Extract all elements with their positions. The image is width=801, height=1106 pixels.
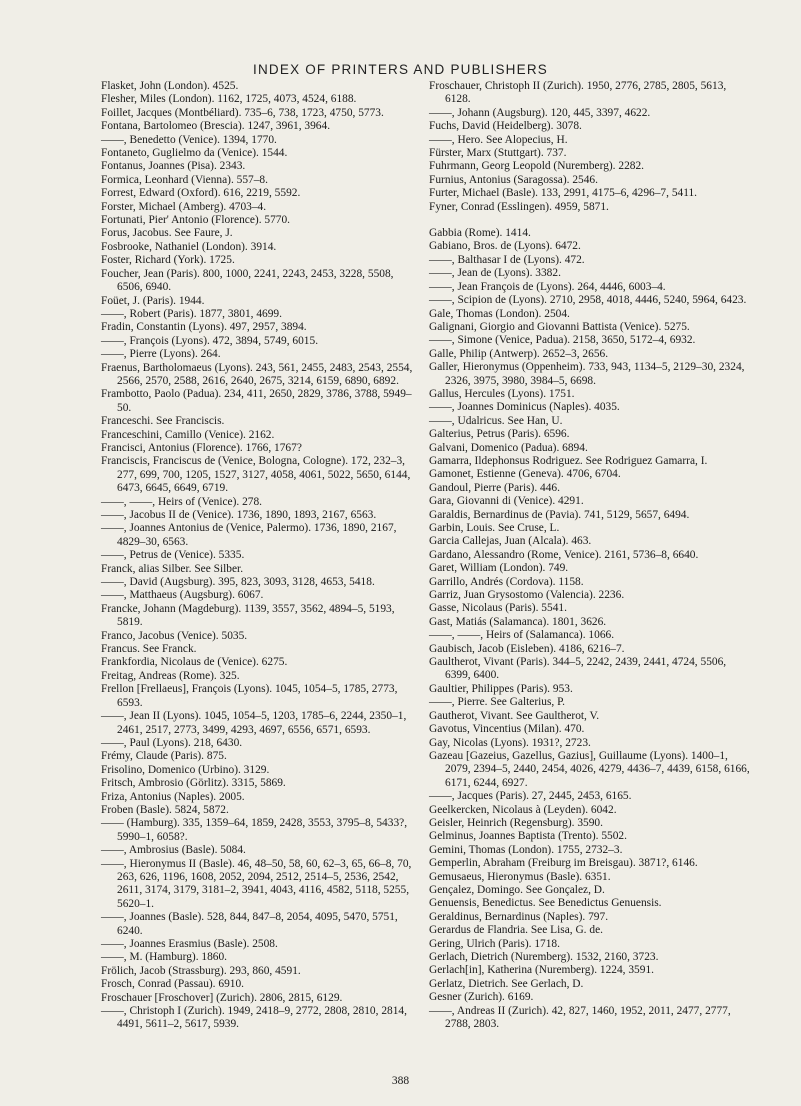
index-entry: Geraldinus, Bernardinus (Naples). 797. xyxy=(429,910,609,923)
index-entry: Francus. See Franck. xyxy=(101,643,197,656)
index-entry: Furter, Michael (Basle). 133, 2991, 4175–6, 4296–7, 5411. xyxy=(429,187,698,200)
index-entry: Fritsch, Ambrosio (Görlitz). 3315, 5869. xyxy=(101,777,286,790)
index-entry: Fortunati, Pier' Antonio (Florence). 5770. xyxy=(101,214,291,227)
index-entry: Gautherot, Vivant. See Gaultherot, V. xyxy=(429,709,600,722)
index-entry: ——, ——, Heirs of (Venice). 278. xyxy=(101,495,263,508)
index-entry: Formica, Leonhard (Vienna). 557–8. xyxy=(101,173,268,186)
index-entry: ——, Hieronymus II (Basle). 46, 48–50, 58, 60, 62–3, 65, 66–8, 70, 263, 626, 1196, 1608, 2052, 2094, 2512, 2514–5, 2536, 2542, 2611, 3174, 3179, 3181–2, 3941, 4043, 4116, 4582, 5118, 5255, 5620–1. xyxy=(101,857,412,910)
index-entry: Foüet, J. (Paris). 1944. xyxy=(101,294,205,307)
index-entry: Fyner, Conrad (Esslingen). 4959, 5871. xyxy=(429,200,609,213)
index-entry: Gazeau [Gazeius, Gazellus, Gazius], Guillaume (Lyons). 1400–1, 2079, 2394–5, 2440, 2454, 4026, 4279, 4436–7, 4439, 6158, 6166, 6171, 6244, 6927. xyxy=(429,749,750,789)
index-entry: ——, Jacques (Paris). 27, 2445, 2453, 6165. xyxy=(429,790,632,803)
index-entry: ——, ——, Heirs of (Salamanca). 1066. xyxy=(429,629,615,642)
index-entry: Frellon [Frellaeus], François (Lyons). 1045, 1054–5, 1785, 2773, 6593. xyxy=(101,683,398,709)
index-entry: Genuensis, Benedictus. See Benedictus Genuensis. xyxy=(429,897,662,910)
index-entry: Franceschini, Camillo (Venice). 2162. xyxy=(101,428,275,441)
index-entry: Gabiano, Bros. de (Lyons). 6472. xyxy=(429,240,581,253)
index-entry: ——, Petrus de (Venice). 5335. xyxy=(101,549,245,562)
index-entry: Gelminus, Joannes Baptista (Trento). 5502. xyxy=(429,830,627,843)
section-gap xyxy=(429,214,751,227)
index-entry: Geisler, Heinrich (Regensburg). 3590. xyxy=(429,816,603,829)
index-entry: Franciscis, Franciscus de (Venice, Bologna, Cologne). 172, 232–3, 277, 699, 700, 1205, 1527, 3127, 4058, 4061, 5022, 5650, 6144, 6473, 6645, 6649, 6719. xyxy=(101,455,411,495)
index-entry: ——, Scipion de (Lyons). 2710, 2958, 4018, 4446, 5240, 5964, 6423. xyxy=(429,294,747,307)
index-entry: Gerlach[in], Katherina (Nuremberg). 1224, 3591. xyxy=(429,964,654,977)
index-entry: ——, Joannes Dominicus (Naples). 4035. xyxy=(429,401,620,414)
index-entry: ——, Joannes Erasmius (Basle). 2508. xyxy=(101,938,278,950)
index-entry: Gençalez, Domingo. See Gonçalez, D. xyxy=(429,883,605,896)
index-entry: ——, Jacobus II de (Venice). 1736, 1890, 1893, 2167, 6563. xyxy=(101,509,377,521)
index-entry: Francisci, Antonius (Florence). 1766, 1767? xyxy=(101,441,302,454)
index-entry: Garbin, Louis. See Cruse, L. xyxy=(429,522,560,534)
index-entry: Galterius, Petrus (Paris). 6596. xyxy=(429,428,570,441)
index-entry: Foillet, Jacques (Montbéliard). 735–6, 738, 1723, 4750, 5773. xyxy=(101,106,384,119)
index-entry: Garriz, Juan Grysostomo (Valencia). 2236. xyxy=(429,589,625,602)
index-entry: Frankfordia, Nicolaus de (Venice). 6275. xyxy=(101,656,288,669)
index-entry: Gardano, Alessandro (Rome, Venice). 2161, 5736–8, 6640. xyxy=(429,548,699,561)
right-column xyxy=(429,80,751,1031)
index-entry: ——, Jean François de (Lyons). 264, 4446, 6003–4. xyxy=(429,280,666,293)
index-entry: Frisolino, Domenico (Urbino). 3129. xyxy=(101,763,270,776)
index-entry: Fuchs, David (Heidelberg). 3078. xyxy=(429,120,582,133)
index-entry: Francke, Johann (Magdeburg). 1139, 3557, 3562, 4894–5, 5193, 5819. xyxy=(101,602,395,629)
index-entry: Fosbrooke, Nathaniel (London). 3914. xyxy=(101,240,277,253)
index-entry: Franco, Jacobus (Venice). 5035. xyxy=(101,629,248,642)
index-entry: Freitag, Andreas (Rome). 325. xyxy=(101,669,240,682)
index-entry: Froschauer [Froschover] (Zurich). 2806, 2815, 6129. xyxy=(101,991,343,1004)
index-entry: ——, Robert (Paris). 1877, 3801, 4699. xyxy=(101,307,282,320)
index-entry: ——, Simone (Venice, Padua). 2158, 3650, 5172–4, 6932. xyxy=(429,334,696,347)
index-entry: ——, Paul (Lyons). 218, 6430. xyxy=(101,736,243,749)
index-entry: Gasse, Nicolaus (Paris). 5541. xyxy=(429,602,567,615)
index-entry: Gesner (Zurich). 6169. xyxy=(429,991,534,1004)
index-entry: ——, Balthasar I de (Lyons). 472. xyxy=(429,253,585,266)
index-entry: ——, Jean II (Lyons). 1045, 1054–5, 1203, 1785–6, 2244, 2350–1, 2461, 2517, 2773, 3499, 4293, 4697, 6556, 6571, 6593. xyxy=(101,710,407,736)
index-entry: Gaultherot, Vivant (Paris). 344–5, 2242, 2439, 2441, 4724, 5506, 6399, 6400. xyxy=(429,656,727,682)
index-entry: Gemusaeus, Hieronymus (Basle). 6351. xyxy=(429,870,611,883)
index-entry: ——, Joannes Antonius de (Venice, Palermo). 1736, 1890, 2167, 4829–30, 6563. xyxy=(101,522,397,548)
index-entry: Fontaneto, Guglielmo da (Venice). 1544. xyxy=(101,147,288,160)
index-entry: ——, Hero. See Alopecius, H. xyxy=(429,133,568,146)
index-entry: ——, Joannes (Basle). 528, 844, 847–8, 2054, 4095, 5470, 5751, 6240. xyxy=(101,911,398,937)
index-entry: Flesher, Miles (London). 1162, 1725, 4073, 4524, 6188. xyxy=(101,93,357,106)
index-entry: Galvani, Domenico (Padua). 6894. xyxy=(429,441,588,454)
index-entry: Foucher, Jean (Paris). 800, 1000, 2241, 2243, 2453, 3228, 5508, 6506, 6940. xyxy=(101,267,394,294)
index-entry: Gay, Nicolas (Lyons). 1931?, 2723. xyxy=(429,736,591,749)
index-entry: ——, Pierre (Lyons). 264. xyxy=(101,348,221,361)
index-entry: Gavotus, Vincentius (Milan). 470. xyxy=(429,723,585,736)
index-entry: Forus, Jacobus. See Faure, J. xyxy=(101,227,233,240)
index-entry: Gering, Ulrich (Paris). 1718. xyxy=(429,937,560,950)
index-entry: Froschauer, Christoph II (Zurich). 1950, 2776, 2785, 2805, 5613, 6128. xyxy=(429,80,727,106)
index-entry: ——, David (Augsburg). 395, 823, 3093, 3128, 4653, 5418. xyxy=(101,576,375,589)
page-number: 388 xyxy=(391,1075,410,1087)
index-entry: Fraenus, Bartholomaeus (Lyons). 243, 561, 2455, 2483, 2543, 2554, 2566, 2570, 2588, 2616, 2640, 2675, 3214, 6159, 6890, 6892. xyxy=(101,361,413,387)
index-entry: Gaultier, Philippes (Paris). 953. xyxy=(429,682,573,695)
index-entry: Franck, alias Silber. See Silber. xyxy=(101,562,244,575)
index-entry: Galler, Hieronymus (Oppenheim). 733, 943, 1134–5, 2129–30, 2324, 2326, 3975, 3980, 3984–5, 6698. xyxy=(429,361,745,387)
right-column-f-entries xyxy=(429,80,751,214)
index-entry: Fuhrmann, Georg Leopold (Nuremberg). 2282. xyxy=(429,160,645,173)
index-entry: Gara, Giovanni di (Venice). 4291. xyxy=(429,495,584,508)
right-column-g-entries xyxy=(429,227,751,1031)
index-entry: Gaubisch, Jacob (Eisleben). 4186, 6216–7. xyxy=(429,642,625,655)
index-entry: Foster, Richard (York). 1725. xyxy=(101,254,235,267)
index-entry: Gerlach, Dietrich (Nuremberg). 1532, 2160, 3723. xyxy=(429,951,659,963)
index-entry: ——, Udalricus. See Han, U. xyxy=(429,414,563,427)
index-entry: Fontana, Bartolomeo (Brescia). 1247, 3961, 3964. xyxy=(101,120,331,133)
index-entry: Gabbia (Rome). 1414. xyxy=(429,227,531,240)
index-entry: Frambotto, Paolo (Padua). 234, 411, 2650, 2829, 3786, 3788, 5949–50. xyxy=(101,388,412,414)
index-entry: Gale, Thomas (London). 2504. xyxy=(429,307,570,320)
page-header: INDEX OF PRINTERS AND PUBLISHERS xyxy=(253,62,548,77)
index-entry: ——, Christoph I (Zurich). 1949, 2418–9, 2772, 2808, 2810, 2814, 4491, 5611–2, 5617, 5939. xyxy=(101,1005,407,1031)
index-entry: Garrillo, Andrés (Cordova). 1158. xyxy=(429,575,584,588)
left-column xyxy=(101,80,419,1032)
index-entry: —— (Hamburg). 335, 1359–64, 1859, 2428, 3553, 3795–8, 5433?, 5990–1, 6058?. xyxy=(101,817,408,843)
index-entry: Gemperlin, Abraham (Freiburg im Breisgau). 3871?, 6146. xyxy=(429,857,698,870)
index-entry: ——, Pierre. See Galterius, P. xyxy=(429,696,566,709)
index-entry: Frosch, Conrad (Passau). 6910. xyxy=(101,978,245,991)
index-entry: Garet, William (London). 749. xyxy=(429,562,569,575)
index-entry: Gandoul, Pierre (Paris). 446. xyxy=(429,481,560,494)
index-entry: Frölich, Jacob (Strassburg). 293, 860, 4591. xyxy=(101,964,301,977)
index-entry: Fontanus, Joannes (Pisa). 2343. xyxy=(101,160,246,173)
index-entry: Geelkercken, Nicolaus à (Leyden). 6042. xyxy=(429,803,617,816)
index-entry: Frémy, Claude (Paris). 875. xyxy=(101,750,227,763)
index-entry: Friza, Antonius (Naples). 2005. xyxy=(101,790,245,803)
index-entry: ——, Matthaeus (Augsburg). 6067. xyxy=(101,589,264,602)
index-entry: Gemini, Thomas (London). 1755, 2732–3. xyxy=(429,843,623,856)
index-entry: Galignani, Giorgio and Giovanni Battista (Venice). 5275. xyxy=(429,320,690,333)
index-entry: Garaldis, Bernardinus de (Pavia). 741, 5129, 5657, 6494. xyxy=(429,508,690,521)
index-entry: ——, M. (Hamburg). 1860. xyxy=(101,951,228,964)
index-entry: ——, Benedetto (Venice). 1394, 1770. xyxy=(101,133,277,146)
index-entry: Gerardus de Flandria. See Lisa, G. de. xyxy=(429,924,603,937)
index-entry: Galle, Philip (Antwerp). 2652–3, 2656. xyxy=(429,347,609,360)
index-entry: Gerlatz, Dietrich. See Gerlach, D. xyxy=(429,977,584,990)
index-entry: Gast, Matiás (Salamanca). 1801, 3626. xyxy=(429,615,607,628)
index-entry: Gallus, Hercules (Lyons). 1751. xyxy=(429,387,575,400)
index-entry: Gamonet, Estienne (Geneva). 4706, 6704. xyxy=(429,468,621,481)
index-entry: Fradin, Constantin (Lyons). 497, 2957, 3894. xyxy=(101,321,307,334)
index-entry: ——, Johann (Augsburg). 120, 445, 3397, 4622. xyxy=(429,106,651,119)
index-entry: Furnius, Antonius (Saragossa). 2546. xyxy=(429,173,598,186)
index-entry: ——, Jean de (Lyons). 3382. xyxy=(429,267,561,280)
index-entry: ——, François (Lyons). 472, 3894, 5749, 6015. xyxy=(101,334,319,347)
index-entry: Froben (Basle). 5824, 5872. xyxy=(101,803,229,816)
index-entry: Forrest, Edward (Oxford). 616, 2219, 5592. xyxy=(101,187,301,200)
index-entry: Flasket, John (London). 4525. xyxy=(101,80,239,92)
index-entry: Forster, Michael (Amberg). 4703–4. xyxy=(101,200,267,213)
index-entry: Garcia Callejas, Juan (Alcala). 463. xyxy=(429,535,592,548)
index-entry: Gamarra, Ildephonsus Rodriguez. See Rodriguez Gamarra, I. xyxy=(429,454,708,467)
index-entry: Franceschi. See Franciscis. xyxy=(101,415,225,428)
index-entry: ——, Ambrosius (Basle). 5084. xyxy=(101,844,246,857)
index-entry: Fürster, Marx (Stuttgart). 737. xyxy=(429,147,567,160)
index-entry: ——, Andreas II (Zurich). 42, 827, 1460, 1952, 2011, 2477, 2777, 2788, 2803. xyxy=(429,1004,731,1031)
